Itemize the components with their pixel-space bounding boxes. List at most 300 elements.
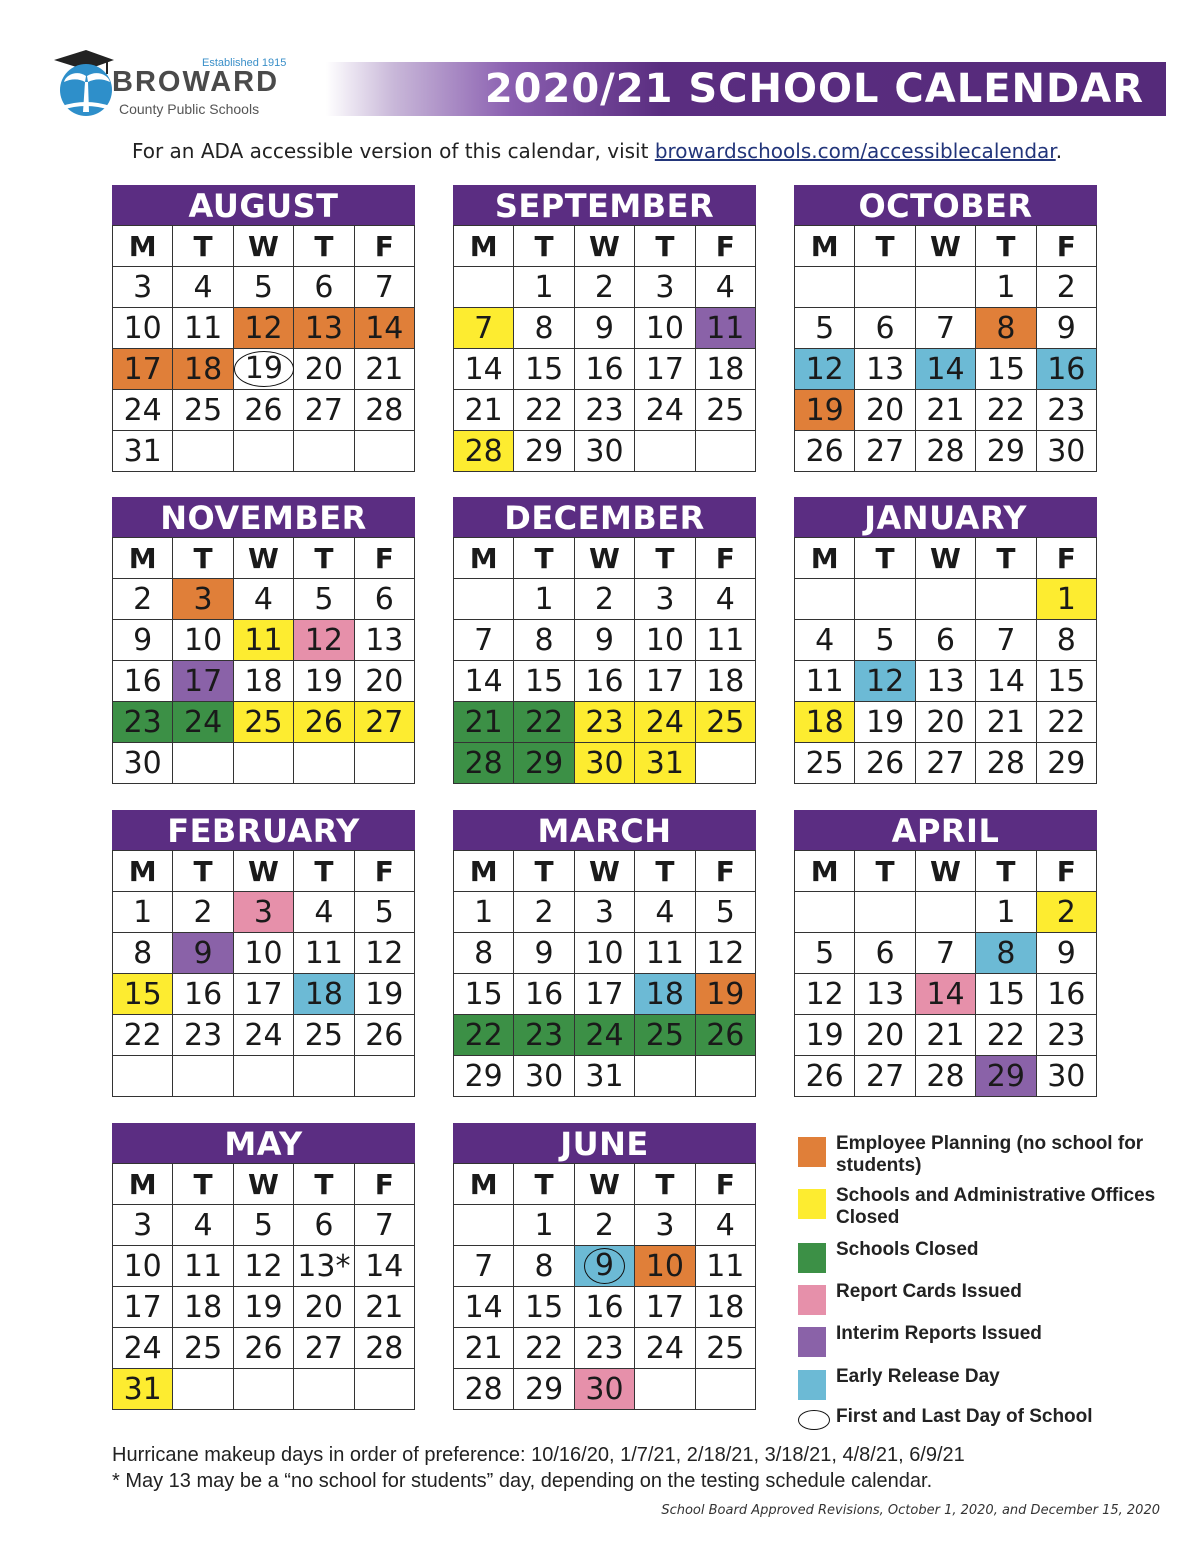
week-row	[795, 892, 1097, 933]
weekday-label: F	[354, 851, 414, 892]
month-grid	[112, 1163, 415, 1410]
day-cell: 28	[354, 390, 414, 431]
day-cell	[233, 743, 293, 784]
day-cell: 7	[454, 1246, 514, 1287]
day-cell: 11	[173, 308, 233, 349]
day-cell: 10	[635, 620, 695, 661]
week-row	[454, 620, 756, 661]
day-cell: 25	[173, 390, 233, 431]
palm-tree-logo-icon	[52, 46, 116, 118]
weekday-row	[454, 1164, 756, 1205]
day-cell: 5	[354, 892, 414, 933]
weekday-label: M	[795, 851, 855, 892]
day-cell: 23	[574, 702, 634, 743]
week-row	[454, 1056, 756, 1097]
day-cell	[695, 1056, 755, 1097]
day-cell: 30	[1036, 431, 1096, 472]
day-cell: 7	[915, 933, 975, 974]
week-row	[113, 1287, 415, 1328]
day-cell: 22	[514, 1328, 574, 1369]
day-cell: 19	[795, 390, 855, 431]
month-april	[794, 810, 1097, 1097]
month-grid	[112, 537, 415, 784]
day-cell: 8	[514, 1246, 574, 1287]
day-cell	[233, 349, 293, 390]
day-cell: 21	[915, 390, 975, 431]
day-cell: 19	[294, 661, 354, 702]
day-cell: 1	[976, 892, 1036, 933]
weekday-label: F	[354, 538, 414, 579]
day-cell	[855, 267, 915, 308]
day-cell	[454, 579, 514, 620]
day-cell: 18	[695, 1287, 755, 1328]
week-row	[454, 267, 756, 308]
day-cell: 10	[233, 933, 293, 974]
weekday-label: M	[113, 851, 173, 892]
day-cell: 16	[1036, 349, 1096, 390]
day-cell	[454, 267, 514, 308]
day-cell	[294, 431, 354, 472]
hurricane-note: Hurricane makeup days in order of preference: 10/16/20, 1/7/21, 2/18/21, 3/18/21, 4/8/21, 6/9/21	[112, 1444, 965, 1466]
day-cell: 19	[795, 1015, 855, 1056]
weekday-label: T	[173, 851, 233, 892]
weekday-label: M	[454, 1164, 514, 1205]
month-october	[794, 185, 1097, 472]
day-cell: 16	[113, 661, 173, 702]
day-cell: 1	[514, 579, 574, 620]
day-cell: 30	[574, 431, 634, 472]
week-row	[795, 349, 1097, 390]
day-cell: 4	[173, 267, 233, 308]
week-row	[795, 743, 1097, 784]
day-cell: 4	[695, 579, 755, 620]
day-cell: 17	[574, 974, 634, 1015]
weekday-label: T	[635, 1164, 695, 1205]
weekday-label: M	[113, 226, 173, 267]
day-cell: 8	[514, 620, 574, 661]
day-cell: 31	[635, 743, 695, 784]
week-row	[795, 661, 1097, 702]
weekday-label: W	[233, 1164, 293, 1205]
day-cell: 8	[1036, 620, 1096, 661]
weekday-label: F	[695, 538, 755, 579]
month-title: JUNE	[453, 1123, 756, 1163]
ada-notice	[0, 139, 1194, 163]
day-cell: 6	[855, 933, 915, 974]
week-row	[113, 349, 415, 390]
org-subtitle: County Public Schools	[119, 101, 260, 117]
day-cell: 29	[976, 1056, 1036, 1097]
day-cell: 22	[1036, 702, 1096, 743]
day-cell: 10	[113, 1246, 173, 1287]
weekday-row	[454, 851, 756, 892]
weekday-label: W	[574, 226, 634, 267]
first-last-day-marker: 19	[234, 351, 294, 387]
day-cell: 7	[454, 620, 514, 661]
week-row	[795, 267, 1097, 308]
week-row	[454, 1246, 756, 1287]
day-cell	[454, 1205, 514, 1246]
day-cell: 20	[294, 349, 354, 390]
week-row	[113, 390, 415, 431]
month-grid	[453, 1163, 756, 1410]
week-row	[454, 933, 756, 974]
month-title: DECEMBER	[453, 497, 756, 537]
weekday-label: M	[113, 538, 173, 579]
day-cell: 3	[173, 579, 233, 620]
day-cell: 16	[574, 1287, 634, 1328]
month-title: OCTOBER	[794, 185, 1097, 225]
day-cell: 29	[1036, 743, 1096, 784]
day-cell: 4	[635, 892, 695, 933]
week-row	[113, 1056, 415, 1097]
day-cell: 28	[454, 431, 514, 472]
weekday-label: T	[635, 538, 695, 579]
weekday-label: M	[795, 538, 855, 579]
day-cell: 8	[514, 308, 574, 349]
day-cell: 26	[354, 1015, 414, 1056]
day-cell	[233, 1056, 293, 1097]
legend-swatch-pink	[798, 1285, 826, 1315]
day-cell	[915, 892, 975, 933]
day-cell: 1	[113, 892, 173, 933]
month-august	[112, 185, 415, 472]
day-cell: 10	[113, 308, 173, 349]
weekday-label: T	[294, 851, 354, 892]
legend-swatch-orange	[798, 1137, 826, 1167]
weekday-label: M	[113, 1164, 173, 1205]
legend-label: Schools Closed	[836, 1239, 979, 1260]
day-cell: 30	[113, 743, 173, 784]
week-row	[113, 308, 415, 349]
weekday-label: T	[976, 851, 1036, 892]
day-cell: 21	[454, 390, 514, 431]
weekday-row	[795, 538, 1097, 579]
weekday-row	[454, 538, 756, 579]
week-row	[454, 1369, 756, 1410]
day-cell: 24	[635, 702, 695, 743]
day-cell	[113, 1056, 173, 1097]
day-cell: 3	[635, 1205, 695, 1246]
day-cell: 23	[173, 1015, 233, 1056]
month-grid	[794, 537, 1097, 784]
day-cell: 25	[635, 1015, 695, 1056]
day-cell: 2	[113, 579, 173, 620]
day-cell: 11	[635, 933, 695, 974]
day-cell: 19	[233, 1287, 293, 1328]
month-title: AUGUST	[112, 185, 415, 225]
day-cell: 22	[976, 1015, 1036, 1056]
weekday-label: T	[976, 226, 1036, 267]
week-row	[113, 267, 415, 308]
day-cell: 2	[574, 1205, 634, 1246]
weekday-row	[113, 851, 415, 892]
day-cell: 4	[695, 1205, 755, 1246]
day-cell: 3	[113, 1205, 173, 1246]
weekday-label: M	[454, 226, 514, 267]
day-cell	[695, 1369, 755, 1410]
month-september	[453, 185, 756, 472]
day-cell	[976, 579, 1036, 620]
day-cell: 1	[514, 267, 574, 308]
day-cell: 21	[354, 1287, 414, 1328]
day-cell: 18	[795, 702, 855, 743]
weekday-label: T	[855, 851, 915, 892]
weekday-row	[454, 226, 756, 267]
month-title: JANUARY	[794, 497, 1097, 537]
day-cell	[695, 743, 755, 784]
day-cell: 15	[976, 974, 1036, 1015]
day-cell	[855, 579, 915, 620]
day-cell	[173, 1369, 233, 1410]
day-cell: 31	[574, 1056, 634, 1097]
weekday-row	[795, 226, 1097, 267]
day-cell: 5	[233, 267, 293, 308]
day-cell: 29	[514, 431, 574, 472]
legend-label: Schools and Administrative Offices Closed	[836, 1185, 1156, 1228]
day-cell: 24	[635, 1328, 695, 1369]
legend-swatch-blue	[798, 1370, 826, 1400]
day-cell: 3	[635, 267, 695, 308]
day-cell: 24	[233, 1015, 293, 1056]
day-cell: 28	[454, 743, 514, 784]
day-cell: 27	[294, 1328, 354, 1369]
day-cell: 5	[795, 308, 855, 349]
weekday-label: W	[915, 851, 975, 892]
weekday-row	[113, 226, 415, 267]
day-cell: 25	[695, 702, 755, 743]
day-cell	[635, 1056, 695, 1097]
month-grid	[453, 850, 756, 1097]
week-row	[113, 743, 415, 784]
weekday-label: T	[514, 1164, 574, 1205]
month-grid	[453, 537, 756, 784]
day-cell: 20	[855, 390, 915, 431]
day-cell: 25	[795, 743, 855, 784]
day-cell: 17	[113, 349, 173, 390]
day-cell: 29	[454, 1056, 514, 1097]
month-grid	[112, 225, 415, 472]
day-cell: 6	[915, 620, 975, 661]
day-cell: 17	[233, 974, 293, 1015]
day-cell	[294, 1369, 354, 1410]
day-cell: 5	[695, 892, 755, 933]
day-cell: 23	[574, 390, 634, 431]
weekday-label: T	[294, 1164, 354, 1205]
day-cell: 28	[915, 1056, 975, 1097]
day-cell: 10	[635, 308, 695, 349]
day-cell: 18	[173, 1287, 233, 1328]
weekday-label: W	[233, 851, 293, 892]
day-cell	[354, 1369, 414, 1410]
may-13-note: * May 13 may be a “no school for students” day, depending on the testing schedule calendar.	[112, 1470, 933, 1492]
day-cell: 28	[354, 1328, 414, 1369]
ada-prefix: For an ADA accessible version of this calendar, visit	[131, 139, 655, 163]
weekday-label: T	[173, 226, 233, 267]
day-cell: 10	[574, 933, 634, 974]
day-cell: 28	[915, 431, 975, 472]
day-cell: 27	[915, 743, 975, 784]
ada-suffix: .	[1055, 139, 1063, 163]
day-cell: 18	[294, 974, 354, 1015]
title-bar	[326, 62, 1166, 116]
weekday-label: W	[233, 538, 293, 579]
day-cell: 24	[113, 390, 173, 431]
revisions-note: School Board Approved Revisions, October 1, 2020, and December 15, 2020	[661, 1503, 1160, 1518]
day-cell: 9	[1036, 308, 1096, 349]
weekday-label: T	[635, 226, 695, 267]
week-row	[113, 1369, 415, 1410]
day-cell: 12	[855, 661, 915, 702]
day-cell: 28	[454, 1369, 514, 1410]
day-cell: 12	[795, 349, 855, 390]
day-cell: 11	[695, 308, 755, 349]
week-row	[113, 1015, 415, 1056]
week-row	[795, 431, 1097, 472]
legend-label: Early Release Day	[836, 1366, 1000, 1387]
month-title: FEBRUARY	[112, 810, 415, 850]
weekday-label: T	[514, 538, 574, 579]
day-cell: 13	[294, 308, 354, 349]
month-title: SEPTEMBER	[453, 185, 756, 225]
day-cell: 22	[976, 390, 1036, 431]
day-cell: 24	[635, 390, 695, 431]
day-cell: 21	[976, 702, 1036, 743]
day-cell	[695, 431, 755, 472]
day-cell: 13	[915, 661, 975, 702]
day-cell: 21	[354, 349, 414, 390]
day-cell: 28	[976, 743, 1036, 784]
day-cell: 6	[354, 579, 414, 620]
weekday-label: F	[1036, 538, 1096, 579]
day-cell: 9	[514, 933, 574, 974]
month-march	[453, 810, 756, 1097]
day-cell: 14	[354, 308, 414, 349]
day-cell: 6	[294, 267, 354, 308]
day-cell: 26	[233, 1328, 293, 1369]
day-cell: 15	[514, 1287, 574, 1328]
day-cell: 16	[574, 661, 634, 702]
day-cell: 5	[233, 1205, 293, 1246]
week-row	[113, 1205, 415, 1246]
weekday-label: F	[695, 851, 755, 892]
week-row	[113, 974, 415, 1015]
weekday-label: T	[173, 1164, 233, 1205]
first-last-day-marker: 9	[584, 1248, 625, 1284]
day-cell: 15	[113, 974, 173, 1015]
day-cell: 3	[574, 892, 634, 933]
day-cell: 29	[514, 743, 574, 784]
day-cell: 9	[574, 620, 634, 661]
weekday-label: M	[454, 538, 514, 579]
week-row	[454, 1205, 756, 1246]
day-cell: 23	[514, 1015, 574, 1056]
week-row	[795, 620, 1097, 661]
legend-swatch-yellow	[798, 1189, 826, 1219]
day-cell: 8	[454, 933, 514, 974]
day-cell: 2	[1036, 892, 1096, 933]
day-cell: 24	[113, 1328, 173, 1369]
day-cell: 1	[976, 267, 1036, 308]
day-cell: 27	[855, 431, 915, 472]
day-cell: 15	[514, 661, 574, 702]
day-cell	[233, 1369, 293, 1410]
weekday-label: W	[574, 538, 634, 579]
weekday-label: T	[976, 538, 1036, 579]
day-cell: 11	[173, 1246, 233, 1287]
weekday-label: T	[635, 851, 695, 892]
day-cell: 13	[855, 349, 915, 390]
week-row	[795, 933, 1097, 974]
weekday-label: W	[915, 226, 975, 267]
day-cell: 15	[1036, 661, 1096, 702]
day-cell: 23	[113, 702, 173, 743]
day-cell	[635, 431, 695, 472]
day-cell: 22	[113, 1015, 173, 1056]
week-row	[795, 390, 1097, 431]
day-cell: 13	[855, 974, 915, 1015]
weekday-label: T	[514, 226, 574, 267]
month-grid	[453, 225, 756, 472]
weekday-label: F	[695, 226, 755, 267]
day-cell: 11	[795, 661, 855, 702]
day-cell: 22	[454, 1015, 514, 1056]
day-cell: 7	[354, 1205, 414, 1246]
day-cell: 2	[514, 892, 574, 933]
week-row	[795, 1056, 1097, 1097]
day-cell: 31	[113, 1369, 173, 1410]
day-cell: 11	[233, 620, 293, 661]
month-november	[112, 497, 415, 784]
day-cell: 18	[173, 349, 233, 390]
day-cell: 25	[233, 702, 293, 743]
weekday-label: F	[695, 1164, 755, 1205]
month-title: MAY	[112, 1123, 415, 1163]
week-row	[795, 702, 1097, 743]
day-cell: 8	[113, 933, 173, 974]
legend-swatch-green	[798, 1243, 826, 1273]
day-cell: 30	[1036, 1056, 1096, 1097]
weekday-label: T	[294, 538, 354, 579]
day-cell: 1	[514, 1205, 574, 1246]
day-cell: 15	[454, 974, 514, 1015]
day-cell: 4	[294, 892, 354, 933]
day-cell: 11	[294, 933, 354, 974]
week-row	[795, 308, 1097, 349]
day-cell: 23	[574, 1328, 634, 1369]
day-cell: 13*	[294, 1246, 354, 1287]
day-cell: 12	[354, 933, 414, 974]
day-cell: 13	[354, 620, 414, 661]
day-cell: 8	[976, 308, 1036, 349]
day-cell: 18	[233, 661, 293, 702]
week-row	[454, 702, 756, 743]
day-cell: 26	[795, 1056, 855, 1097]
ada-link[interactable]: browardschools.com/accessiblecalendar	[654, 139, 1056, 163]
legend-label: Report Cards Issued	[836, 1281, 1022, 1302]
week-row	[454, 743, 756, 784]
day-cell	[915, 267, 975, 308]
weekday-row	[113, 1164, 415, 1205]
day-cell: 10	[635, 1246, 695, 1287]
day-cell: 14	[915, 349, 975, 390]
day-cell: 2	[574, 579, 634, 620]
day-cell: 5	[294, 579, 354, 620]
month-december	[453, 497, 756, 784]
day-cell: 25	[695, 390, 755, 431]
day-cell: 12	[294, 620, 354, 661]
day-cell: 20	[294, 1287, 354, 1328]
